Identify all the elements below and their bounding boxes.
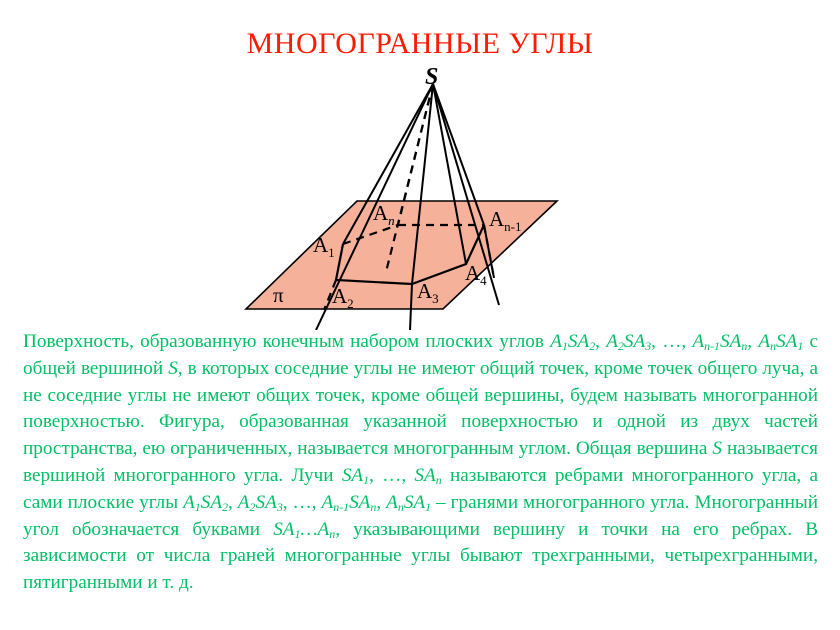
label-S: S [425,64,439,90]
label-A3: $A_3$ [417,279,439,306]
label-pi: π [273,283,284,307]
label-An-1: $A_{n-1}$ [489,207,522,234]
label-A1: $A_1$ [313,233,335,260]
label-A4: $A_4$ [465,261,487,288]
definition-text [23,329,818,597]
definition-paragraph: Поверхность, образованную конечным набором плоских углов $A_1SA_2$, $A_2SA_3$, …, $A_{n-1}SA_n$, $A_nSA_1$ с общей вершиной S, в которых соседние углы не имеют общий точек, кроме точек общего луча, а не соседние углы не имеют общих точек, кроме общей вершины, будем называть многогранной поверхностью. Фигура, образованная указанной поверхностью и одной из двух частей пространства, ею ограниченных, называется многогранным углом. Общая вершина S называется вершиной многогранного угла. Лучи $SA_1$, …, $SA_n$ называются ребрами многогранного угла, а сами плоские углы $A_1SA_2$, $A_2SA_3$, …, $A_{n-1}SA_n$, $A_nSA_1$ – гранями многогранного угла. Многогранный угол обозначается буквами $SA_1\dots A_n$, указывающими вершину и точки на его ребрах. В зависимости от числа граней многогранные углы бывают трехгранными, четырехгранными, пятигранными и т. д. [23,331,819,594]
label-A2: $A_2$ [332,284,354,311]
page-title: МНОГОГРАННЫЕ УГЛЫ [246,27,594,60]
label-An: $A_n$ [373,201,395,228]
plane-pi [246,201,557,309]
